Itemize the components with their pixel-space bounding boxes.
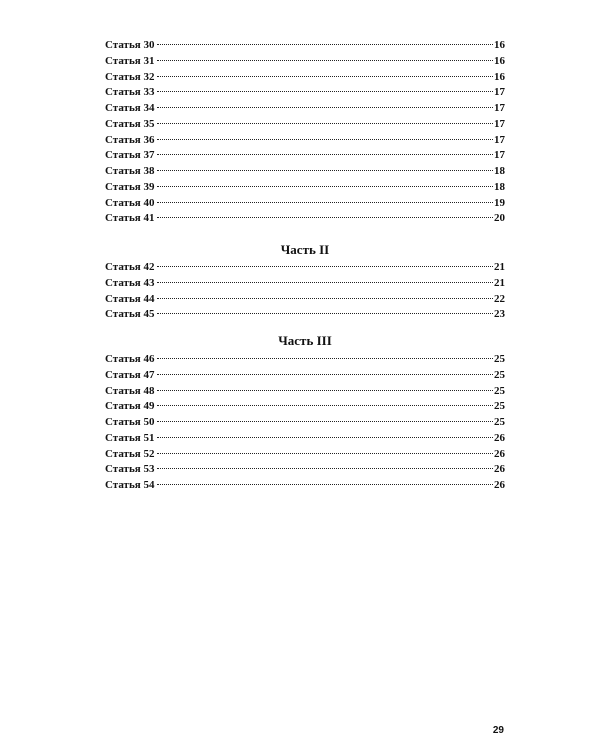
toc-entry-page: 21 bbox=[494, 261, 505, 273]
dot-leader bbox=[157, 467, 493, 469]
toc-entry-label: Статья 38 bbox=[105, 165, 155, 177]
toc-entry-label: Статья 31 bbox=[105, 54, 155, 67]
toc-entry bbox=[105, 384, 505, 400]
toc-entry-label: Статья 42 bbox=[105, 261, 155, 273]
toc-entry-page: 17 bbox=[494, 102, 505, 114]
dot-leader bbox=[157, 420, 493, 422]
dot-leader bbox=[157, 43, 493, 45]
toc-entry-label: Статья 54 bbox=[105, 479, 155, 491]
dot-leader bbox=[157, 357, 493, 359]
toc-entry-page: 23 bbox=[494, 308, 505, 321]
toc-entry bbox=[105, 368, 505, 384]
toc-entry-page: 19 bbox=[494, 196, 505, 209]
toc-entry bbox=[105, 276, 505, 292]
toc-section-part-i-continued bbox=[105, 38, 505, 227]
dot-leader bbox=[157, 138, 493, 140]
dot-leader bbox=[157, 153, 493, 155]
toc-entry-label: Статья 39 bbox=[105, 180, 155, 193]
dot-leader bbox=[157, 169, 493, 171]
toc-entry bbox=[105, 164, 505, 180]
toc-entry bbox=[105, 70, 505, 86]
toc-entry-label: Статья 44 bbox=[105, 292, 155, 305]
toc-entry-label: Статья 52 bbox=[105, 447, 155, 460]
dot-leader bbox=[157, 483, 493, 485]
toc-entry bbox=[105, 399, 505, 415]
part-ii-heading: Часть II bbox=[280, 242, 330, 257]
dot-leader bbox=[157, 216, 493, 218]
toc-entry-label: Статья 46 bbox=[105, 353, 155, 365]
toc-entry bbox=[105, 180, 505, 196]
toc-entry-page: 26 bbox=[494, 447, 505, 460]
dot-leader bbox=[157, 373, 493, 375]
toc-entry-page: 26 bbox=[494, 479, 505, 491]
dot-leader bbox=[157, 452, 493, 454]
toc-entry-page: 16 bbox=[494, 70, 505, 83]
toc-entry bbox=[105, 117, 505, 133]
toc-entry-label: Статья 34 bbox=[105, 102, 155, 114]
toc-entry bbox=[105, 148, 505, 164]
toc-entry-label: Статья 45 bbox=[105, 308, 155, 321]
toc-entry-label: Статья 48 bbox=[105, 384, 155, 397]
page-number: 29 bbox=[492, 725, 504, 736]
toc-entry bbox=[105, 196, 505, 212]
toc-entry-label: Статья 37 bbox=[105, 149, 155, 162]
toc-entry bbox=[105, 431, 505, 447]
toc-entry bbox=[105, 478, 505, 494]
toc-entry-label: Статья 33 bbox=[105, 86, 155, 99]
toc-entry bbox=[105, 211, 505, 227]
toc-entry bbox=[105, 133, 505, 149]
dot-leader bbox=[157, 312, 493, 314]
dot-leader bbox=[157, 75, 493, 77]
dot-leader bbox=[157, 201, 493, 203]
toc-entry bbox=[105, 352, 505, 368]
toc-entry-page: 26 bbox=[494, 463, 505, 476]
dot-leader bbox=[157, 106, 493, 108]
dot-leader bbox=[157, 436, 493, 438]
toc-entry-label: Статья 35 bbox=[105, 117, 155, 130]
toc-entry-page: 25 bbox=[494, 400, 505, 413]
toc-entry-page: 25 bbox=[494, 368, 505, 381]
toc-entry-page: 21 bbox=[494, 276, 505, 289]
toc-entry bbox=[105, 447, 505, 463]
toc-entry bbox=[105, 54, 505, 70]
toc-entry-page: 16 bbox=[494, 54, 505, 67]
toc-entry-label: Статья 41 bbox=[105, 212, 155, 225]
part-iii-heading: Часть III bbox=[278, 333, 332, 348]
toc-entry-label: Статья 50 bbox=[105, 416, 155, 428]
toc-entry-label: Статья 32 bbox=[105, 70, 155, 83]
toc-entry bbox=[105, 462, 505, 478]
toc-entry-page: 22 bbox=[494, 292, 505, 305]
dot-leader bbox=[157, 265, 493, 267]
toc-entry-page: 16 bbox=[494, 39, 505, 51]
dot-leader bbox=[157, 185, 493, 187]
toc-entry-page: 17 bbox=[494, 149, 505, 162]
toc-entry-label: Статья 49 bbox=[105, 400, 155, 413]
toc-entry-page: 18 bbox=[494, 180, 505, 193]
toc-entry-page: 17 bbox=[494, 117, 505, 130]
toc-entry-label: Статья 36 bbox=[105, 133, 155, 146]
dot-leader bbox=[157, 122, 493, 124]
toc-entry-page: 20 bbox=[494, 212, 505, 225]
toc-entry-label: Статья 51 bbox=[105, 431, 155, 444]
dot-leader bbox=[157, 59, 493, 61]
toc-entry-page: 25 bbox=[494, 384, 505, 397]
toc-entry bbox=[105, 85, 505, 101]
toc-entry-page: 26 bbox=[494, 431, 505, 444]
toc-entry-page: 17 bbox=[494, 133, 505, 146]
toc-entry-label: Статья 30 bbox=[105, 39, 155, 51]
toc-section-part-ii bbox=[105, 260, 505, 323]
toc-entry-label: Статья 40 bbox=[105, 196, 155, 209]
toc-entry-page: 18 bbox=[494, 165, 505, 177]
dot-leader bbox=[157, 281, 493, 283]
toc-entry bbox=[105, 101, 505, 117]
toc-entry bbox=[105, 38, 505, 54]
toc-entry-page: 25 bbox=[494, 416, 505, 428]
toc-entry bbox=[105, 307, 505, 323]
dot-leader bbox=[157, 389, 493, 391]
toc-entry bbox=[105, 415, 505, 431]
dot-leader bbox=[157, 404, 493, 406]
toc-section-part-iii bbox=[105, 352, 505, 494]
toc-entry-label: Статья 43 bbox=[105, 276, 155, 289]
toc-entry bbox=[105, 260, 505, 276]
dot-leader bbox=[157, 90, 493, 92]
toc-entry-label: Статья 53 bbox=[105, 463, 155, 476]
toc-entry-page: 25 bbox=[494, 353, 505, 365]
toc-entry bbox=[105, 292, 505, 308]
toc-entry-page: 17 bbox=[494, 86, 505, 99]
dot-leader bbox=[157, 297, 493, 299]
toc-entry-label: Статья 47 bbox=[105, 368, 155, 381]
